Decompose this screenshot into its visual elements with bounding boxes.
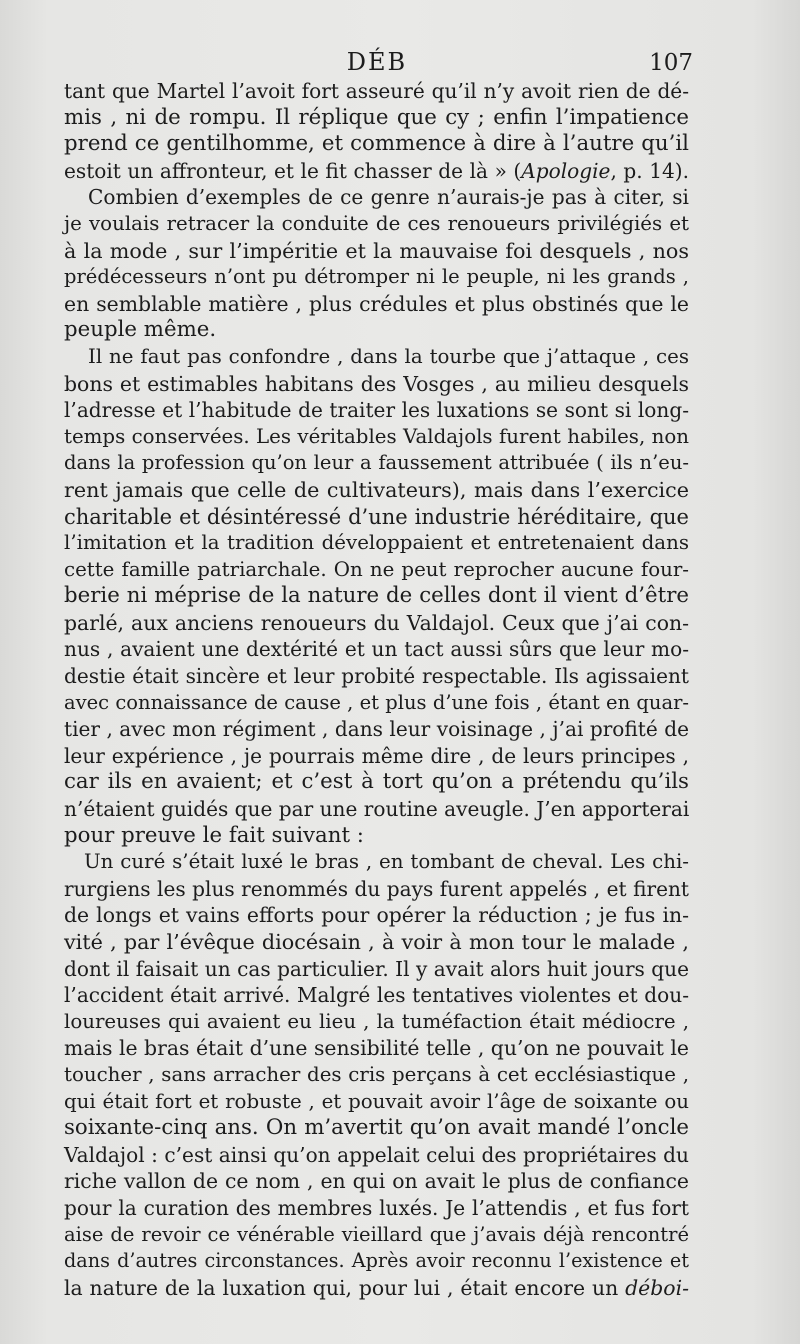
text-line: berie ni méprise de la nature de celles dont il vient d’être	[64, 583, 689, 609]
text-line: rent jamais que celle de cultivateurs), mais dans l’exercice	[64, 477, 689, 502]
text-line: dans d’autres circonstances. Après avoir reconnu l’existence et	[64, 1249, 689, 1273]
text-line: vité , par l’évêque diocésain , à voir à mon tour le malade ,	[64, 930, 689, 954]
text-line: leur expérience , je pourrais même dire , de leurs principes ,	[64, 743, 689, 768]
text-line: parlé, aux anciens renoueurs du Valdajol. Ceux que j’ai con-	[64, 610, 689, 635]
text-line: tant que Martel l’avoit fort asseuré qu’il n’y avoit rien de dé-	[64, 79, 689, 103]
text-line: à la mode , sur l’impéritie et la mauvaise foi desquels , nos	[64, 238, 689, 263]
text-line: en semblable matière , plus crédules et plus obstinés que le	[64, 291, 689, 316]
text-line: cette famille patriarchale. On ne peut reprocher aucune four-	[64, 557, 689, 581]
text-line: temps conservées. Les véritables Valdajols furent habiles, non	[64, 424, 689, 448]
text-line: toucher , sans arracher des cris perçans à cet ecclésiastique ,	[64, 1062, 689, 1086]
text-line: rurgiens les plus renommés du pays furent appelés , et firent	[64, 876, 689, 901]
text-line: la nature de la luxation qui, pour lui , était encore un déboi-	[64, 1275, 689, 1300]
text-line: l’adresse et l’habitude de traiter les luxations se sont si long-	[64, 398, 689, 423]
text-line: mis , ni de rompu. Il réplique que cy ; enfin l’impatience	[64, 104, 689, 130]
text-line: dans la profession qu’on leur a faussement attribuée ( ils n’eu-	[64, 451, 689, 475]
text-line: dont il faisait un cas particulier. Il y avait alors huit jours que	[64, 956, 689, 981]
page-number: 107	[649, 50, 693, 76]
text-line: estoit un affronteur, et le fit chasser de là » (Apologie, p. 14).	[64, 158, 689, 183]
text-line: je voulais retracer la conduite de ces renoueurs privilégiés et	[64, 211, 689, 235]
text-line: nus , avaient une dextérité et un tact aussi sûrs que leur mo-	[64, 637, 689, 662]
text-line: Un curé s’était luxé le bras , en tombant de cheval. Les chi-	[84, 850, 689, 874]
text-line: riche vallon de ce nom , en qui on avait le plus de confiance	[64, 1169, 689, 1194]
text-line: soixante-cinq ans. On m’avertit qu’on avait mandé l’oncle	[64, 1115, 689, 1141]
text-line: de longs et vains efforts pour opérer la réduction ; je fus in-	[64, 903, 689, 928]
italic-phrase: déboi-	[625, 1275, 689, 1300]
text-line: mais le bras était d’une sensibilité telle , qu’on ne pouvait le	[64, 1036, 689, 1061]
italic-phrase: Apologie	[521, 158, 611, 183]
text-line: bons et estimables habitans des Vosges , au milieu desquels	[64, 371, 689, 396]
text-line: Valdajol : c’est ainsi qu’on appelait celui des propriétaires du	[64, 1142, 689, 1167]
body-text	[64, 78, 689, 1301]
text-line: l’accident était arrivé. Malgré les tentatives violentes et dou-	[64, 983, 689, 1008]
text-line: qui était fort et robuste , et pouvait avoir l’âge de soixante ou	[64, 1089, 689, 1113]
text-line: prédécesseurs n’ont pu détromper ni le peuple, ni les grands ,	[64, 265, 689, 289]
text-line: aise de revoir ce vénérable vieillard que j’avais déjà rencontré	[64, 1222, 689, 1246]
text-line: n’étaient guidés que par une routine aveugle. J’en apporterai	[64, 797, 690, 822]
text-line: tier , avec mon régiment , dans leur voisinage , j’ai profité de	[64, 717, 689, 742]
text-line: car ils en avaient; et c’est à tort qu’on a prétendu qu’ils	[64, 769, 689, 795]
running-head: DÉB	[346, 48, 408, 76]
text-line: pour la curation des membres luxés. Je l’attendis , et fus fort	[64, 1195, 689, 1220]
text-line: charitable et désintéressé d’une industrie héréditaire, que	[64, 504, 689, 529]
text-line: Combien d’exemples de ce genre n’aurais-je pas à citer, si	[88, 185, 689, 210]
text-line: prend ce gentilhomme, et commence à dire à l’autre qu’il	[64, 131, 689, 157]
text-line: Il ne faut pas confondre , dans la tourbe que j’attaque , ces	[88, 344, 689, 368]
text-line: loureuses qui avaient eu lieu , la tuméfaction était médiocre ,	[64, 1009, 689, 1033]
text-line: l’imitation et la tradition développaient et entretenaient dans	[64, 531, 689, 555]
text-line: destie était sincère et leur probité respectable. Ils agissaient	[64, 664, 689, 689]
text-line: pour preuve le fait suivant :	[64, 822, 364, 848]
text-line: avec connaissance de cause , et plus d’une fois , étant en quar-	[64, 690, 689, 714]
text-line: peuple même.	[64, 317, 217, 343]
